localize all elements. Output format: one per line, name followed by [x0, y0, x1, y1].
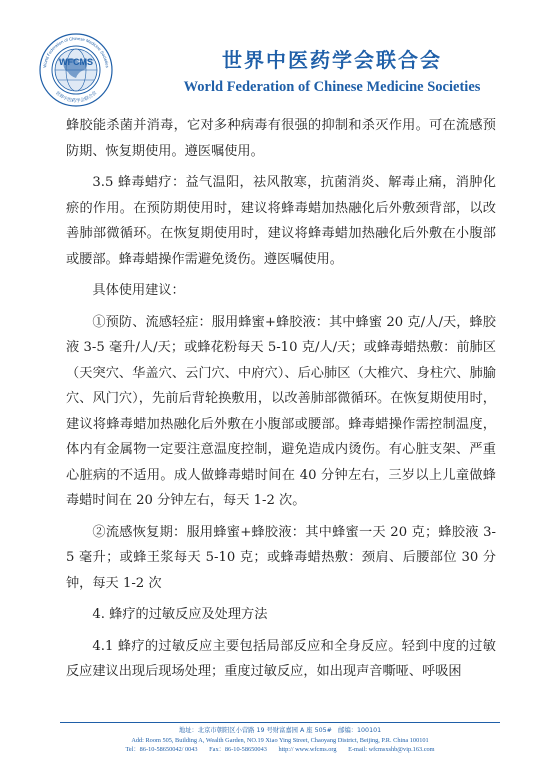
footer-website-link[interactable]: http:// www.wfcms.org	[278, 746, 337, 753]
paragraph-allergy: 4.1 蜂疗的过敏反应主要包括局部反应和全身反应。轻到中度的过敏反应建议出现后现场处理；重度过敏反应，如出现声音嘶哑、呼吸困	[66, 638, 496, 679]
document-body	[66, 113, 496, 691]
footer-email-link[interactable]: E-mail: wfcmsxshb@vip.163.com	[348, 746, 435, 753]
footer-fax: Fax：86-10-58650043	[209, 746, 267, 753]
footer-address-zh: 地址：北京市朝阳区小营路 19 号财富嘉园 A 座 505# 邮编：100101	[178, 727, 382, 734]
paragraph-prevention: ①预防、流感轻症：服用蜂蜜+蜂胶液：其中蜂蜜 20 克/人/天，蜂胶液 3-5 毫升/人/天；或蜂花粉每天 5-10 克/人/天；或蜂毒蜡热敷：前肺区（天突穴、华盖穴、云门穴、中府穴）、后心肺区（大椎穴、身柱穴、肺腧穴、风门穴），先前后背轮换敷用，以改善肺部微循环。在恢复期使用时，建议将蜂毒蜡加热融化后外敷在小腹部或腰部。蜂毒蜡操作需控制温度，体内有金属物一定要注意温度控制，避免造成内烫伤。有心脏支架、严重心脏病的不适用。成人做蜂毒蜡时间在 40 分钟左右，三岁以上儿童做蜂毒蜡时间在 20 分钟左右，每天 1-2 次。	[66, 314, 496, 508]
org-name-zh: 世界中医药学会联合会	[222, 48, 442, 72]
logo-ring-text-zh: 世界中医药学会联合会	[54, 90, 98, 105]
letterhead	[0, 0, 550, 110]
logo-ring-text-en: World Federation of Chinese Medicine Societies	[42, 35, 110, 69]
footer	[60, 726, 500, 755]
logo-text: WFCMS	[59, 57, 93, 67]
footer-tel: Tel：86-10-58650042/ 0043	[125, 746, 198, 753]
footer-divider	[60, 722, 500, 723]
section-heading-allergy: 4. 蜂疗的过敏反应及处理方法	[92, 607, 268, 622]
globe-logo-icon	[38, 32, 114, 108]
paragraph-usage-heading: 具体使用建议：	[92, 283, 185, 298]
paragraph-bee-venom-wax: 3.5 蜂毒蜡疗：益气温阳，祛风散寒，抗菌消炎、解毒止痛，消肿化瘀的作用。在预防期使用时，建议将蜂毒蜡加热融化后外敷颈背部，以改善肺部微循环。在恢复期使用时，建议将蜂毒蜡加热融化后外敷在小腹部或腰部。蜂毒蜡操作需避免烫伤。遵医嘱使用。	[66, 175, 496, 267]
footer-address-en: Add: Room 505, Building A, Wealth Garden, NO.19 Xiao Ying Street, Chaoyang District, Beijing, P.R. China 100101	[131, 736, 429, 744]
paragraph-propolis: 蜂胶能杀菌并消毒，它对多种病毒有很强的抑制和杀灭作用。可在流感预防期、恢复期使用。遵医嘱使用。	[66, 118, 496, 159]
footer-contacts	[60, 745, 500, 755]
org-name-en: World Federation of Chinese Medicine Societies	[183, 79, 481, 95]
paragraph-recovery: ②流感恢复期：服用蜂蜜+蜂胶液：其中蜂蜜一天 20 克；蜂胶液 3-5 毫升；或蜂王浆每天 5-10 克；或蜂毒蜡热敷：颈肩、后腰部位 30 分钟，每天 1-2 次	[66, 524, 496, 591]
